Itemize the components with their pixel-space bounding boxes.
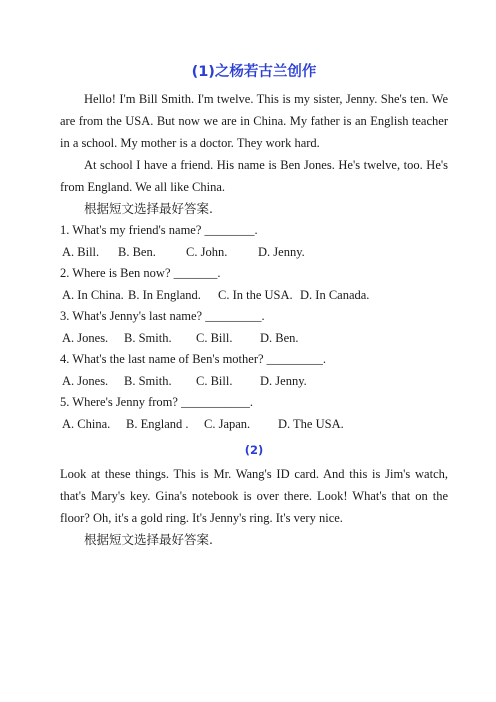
option-1a: A. Bill. <box>62 244 100 259</box>
option-2d: D. In Canada. <box>300 287 370 302</box>
document-body <box>60 60 448 551</box>
option-1b: B. Ben. <box>118 244 156 259</box>
passage-1-paragraph-2: At school I have a friend. His name is Ben Jones. He's twelve, too. He's from England. We all like China. <box>60 158 448 194</box>
option-3c: C. Bill. <box>196 330 233 345</box>
question-block-1 <box>60 220 448 263</box>
option-3b: B. Smith. <box>124 330 172 345</box>
option-5d: D. The USA. <box>278 416 344 431</box>
option-3d: D. Ben. <box>260 330 299 345</box>
instruction-1: 根据短文选择最好答案. <box>84 201 213 216</box>
question-block-5 <box>60 392 448 435</box>
options-3 <box>60 328 448 350</box>
option-5c: C. Japan. <box>204 416 251 431</box>
question-block-2 <box>60 263 448 306</box>
question-3: 3. What's Jenny's last name? _________. <box>60 309 265 323</box>
options-2 <box>60 285 448 307</box>
option-2a: A. In China. <box>62 287 124 302</box>
section-2-title: (2) <box>244 443 264 457</box>
passage-1-paragraph-1: Hello! I'm Bill Smith. I'm twelve. This is my sister, Jenny. She's ten. We are from the USA. But now we are in China. My father is an English teacher in a school. My mother is a doctor. They work hard. <box>60 92 448 150</box>
passage-2: Look at these things. This is Mr. Wang's ID card. And this is Jim's watch, that's Mary's key. Gina's notebook is over there. Look! What's that on the floor? Oh, it's a gold ring. It's Jenny's ring. It's very nice. <box>60 467 448 525</box>
option-2c: C. In the USA. <box>218 287 293 302</box>
options-4 <box>60 371 448 393</box>
option-1c: C. John. <box>186 244 228 259</box>
question-1: 1. What's my friend's name? ________. <box>60 223 258 237</box>
option-5a: A. China. <box>62 416 111 431</box>
option-4a: A. Jones. <box>62 373 109 388</box>
option-3a: A. Jones. <box>62 330 109 345</box>
question-5: 5. Where's Jenny from? ___________. <box>60 395 253 409</box>
document-title: (1)之杨若古兰创作 <box>191 64 317 80</box>
options-5 <box>60 414 448 436</box>
instruction-2: 根据短文选择最好答案. <box>84 532 213 547</box>
option-4d: D. Jenny. <box>260 373 307 388</box>
question-block-3 <box>60 306 448 349</box>
question-block-4 <box>60 349 448 392</box>
question-2: 2. Where is Ben now? _______. <box>60 266 221 280</box>
option-2b: B. In England. <box>128 287 201 302</box>
option-1d: D. Jenny. <box>258 244 305 259</box>
option-4c: C. Bill. <box>196 373 233 388</box>
option-4b: B. Smith. <box>124 373 172 388</box>
option-5b: B. England . <box>126 416 189 431</box>
options-1 <box>60 242 448 264</box>
question-4: 4. What's the last name of Ben's mother? _________. <box>60 352 327 366</box>
